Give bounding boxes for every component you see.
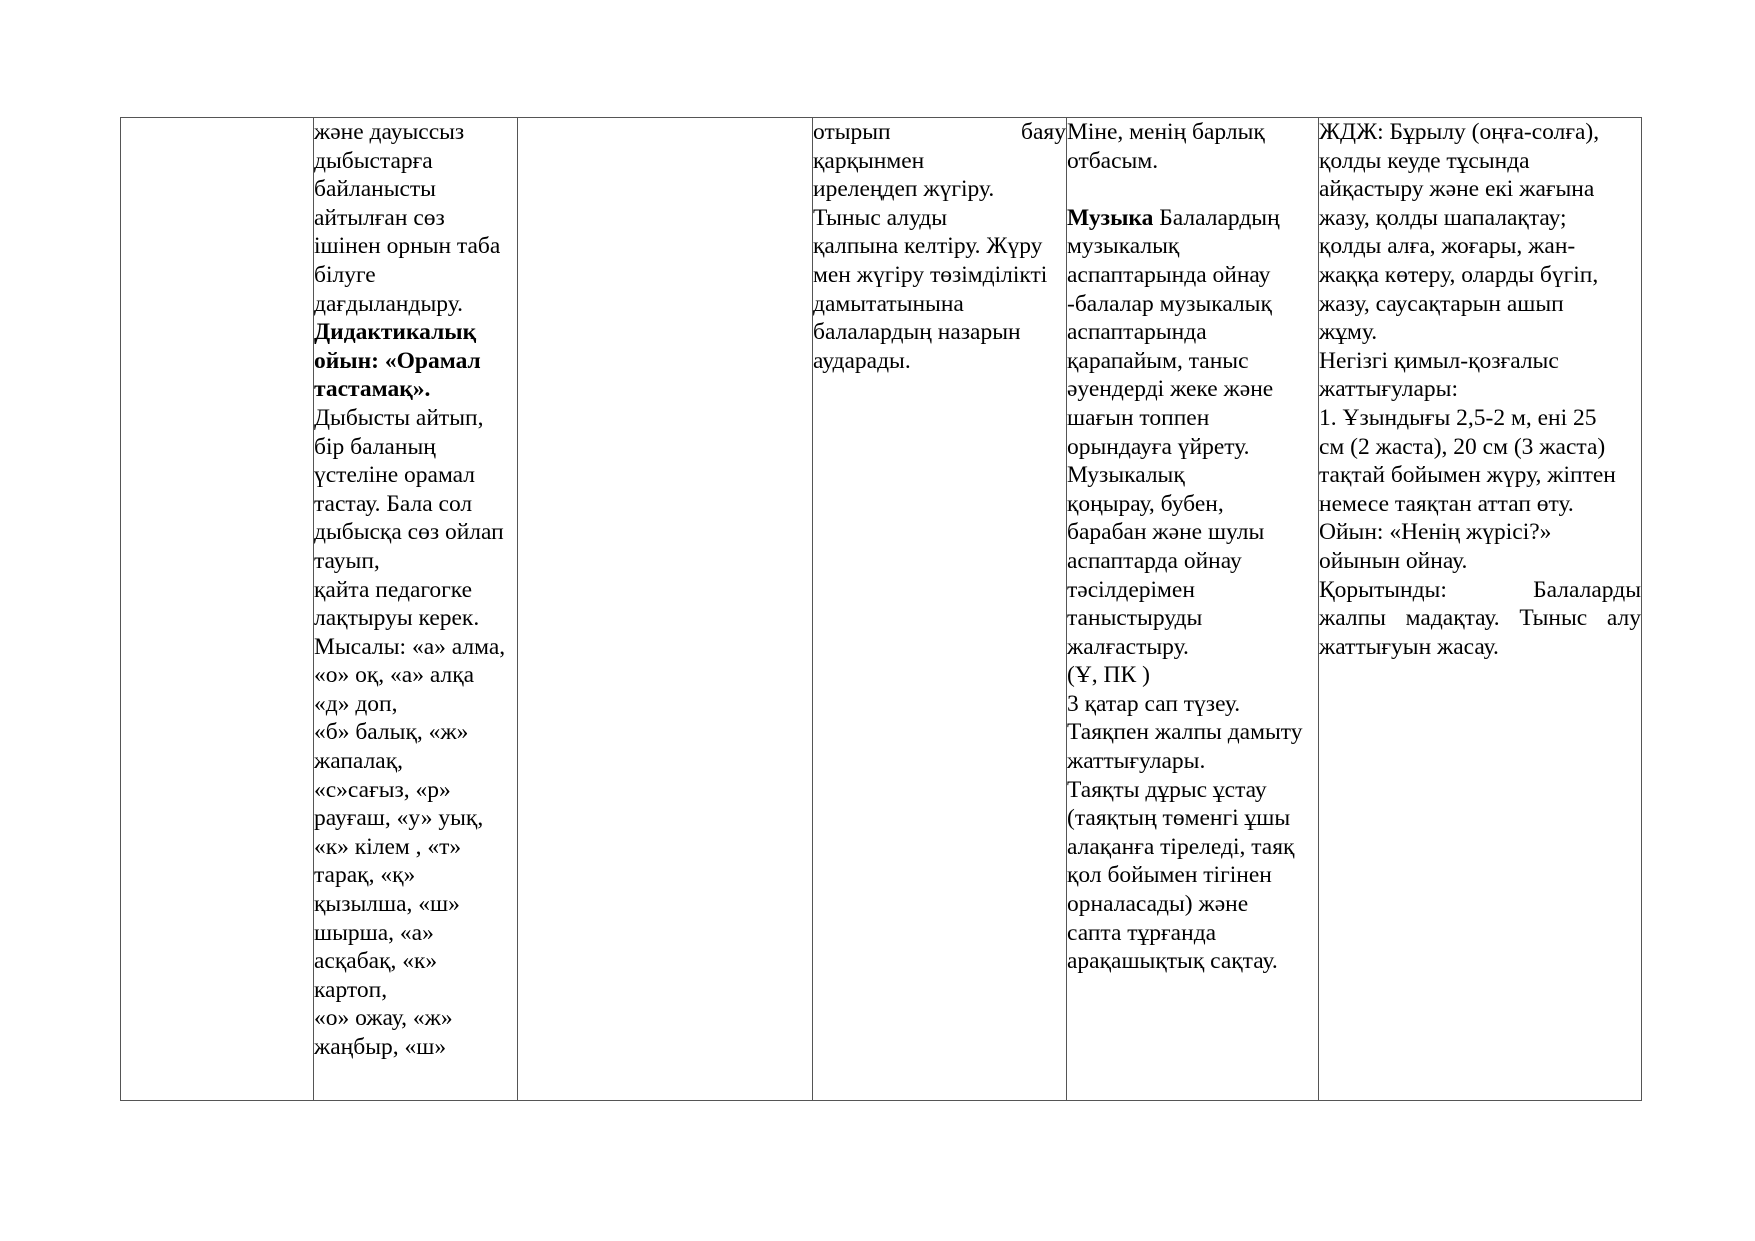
table-cell-col1	[121, 118, 314, 1101]
cell-line: сапта тұрғанда	[1067, 919, 1217, 946]
cell-line: дыбыстарға	[314, 147, 433, 174]
cell-line: жаттығулары.	[1067, 748, 1206, 775]
cell-line: ойынын ойнау.	[1319, 547, 1468, 574]
cell-line: тәсілдерімен	[1067, 576, 1195, 603]
cell-line: аспаптарда ойнау	[1067, 547, 1242, 574]
cell-line: картоп,	[314, 976, 388, 1003]
cell-line: «б» балық, «ж»	[314, 719, 469, 746]
cell-line: асқабақ, «к»	[314, 948, 438, 975]
cell-text: Балалардың	[1153, 204, 1280, 231]
cell-line: таныстыруды	[1067, 605, 1203, 632]
cell-line: Дидактикалық	[314, 319, 477, 346]
cell-line: жалпы мадақтау. Тыныс алу	[1319, 605, 1641, 632]
table-cell-col5	[1067, 118, 1319, 1101]
cell-line	[1067, 204, 1318, 233]
table-cell-col2	[314, 118, 518, 1101]
cell-line: жазу, қолды шапалақтау;	[1319, 204, 1567, 231]
cell-line: мен жүгіру төзімділікті	[813, 261, 1048, 288]
cell-line: алақанға тіреледі, таяқ	[1067, 833, 1295, 860]
cell-line: лақтыруы керек.	[314, 605, 480, 632]
cell-line: Ойын: «Ненің жүрісі?»	[1319, 519, 1552, 546]
cell-line: қарқынмен	[813, 147, 925, 174]
cell-line: және дауыссыз	[314, 119, 465, 145]
blank-line	[1067, 175, 1318, 204]
cell-line: арақашықтық сақтау.	[1067, 948, 1278, 975]
cell-line: білуге	[314, 261, 376, 288]
cell-line: 3 қатар сап түзеу.	[1067, 690, 1241, 717]
cell-line: ойын: «Орамал	[314, 347, 481, 374]
cell-line: ирелеңдеп жүгіру.	[813, 176, 995, 203]
cell-line: дағдыландыру.	[314, 290, 463, 317]
cell-line: байланысты	[314, 176, 436, 203]
cell-line: қол бойымен тігінен	[1067, 862, 1272, 889]
cell-line: үстеліне орамал	[314, 462, 476, 489]
cell-line: тастамақ».	[314, 376, 431, 403]
table-cell-col3	[518, 118, 813, 1101]
cell-line: Таяқты дұрыс ұстау	[1067, 776, 1267, 803]
cell-line: музыкалық	[1067, 233, 1180, 260]
cell-line: орналасады) және	[1067, 891, 1249, 918]
cell-line: (Ұ, ПК )	[1067, 662, 1150, 689]
cell-line: тастау. Бала сол	[314, 490, 473, 517]
cell-line: «к» кілем , «т»	[314, 833, 462, 860]
cell-line: қайта педагогке	[314, 576, 473, 603]
cell-line: қоңырау, бубен,	[1067, 490, 1224, 517]
cell-line: шырша, «а»	[314, 919, 434, 946]
cell-line: айтылған сөз	[314, 204, 445, 231]
cell-line: аударады.	[813, 347, 911, 374]
cell-line: жазу, саусақтарын ашып	[1319, 290, 1564, 317]
cell-line: тақтай бойымен жүру, жіптен	[1319, 462, 1616, 489]
cell-line: «о» ожау, «ж»	[314, 1005, 453, 1032]
cell-line: айқастыру және екі жағына	[1319, 176, 1595, 203]
cell-line: дамытатынына	[813, 290, 964, 317]
cell-line: жаттығулары:	[1319, 376, 1458, 403]
cell-line: -балалар музыкалық	[1067, 290, 1272, 317]
cell-line: отбасым.	[1067, 147, 1159, 174]
cell-line: Музыкалық	[1067, 462, 1185, 489]
table-cell-col6	[1319, 118, 1642, 1101]
cell-line: Таяқпен жалпы дамыту	[1067, 719, 1303, 746]
cell-line: қолды кеуде тұсында	[1319, 147, 1530, 174]
cell-line: шағын топпен	[1067, 404, 1210, 431]
cell-line: Негізгі қимыл-қозғалыс	[1319, 347, 1559, 374]
cell-line: жаңбыр, «ш»	[314, 1034, 447, 1060]
cell-line: Қорытынды: Балаларды	[1319, 576, 1641, 603]
cell-line: балалардың назарын	[813, 319, 1021, 346]
cell-line: қарапайым, таныс	[1067, 347, 1249, 374]
cell-line: жаттығуын жасау.	[1319, 633, 1499, 660]
cell-line: немесе таяқтан аттап өту.	[1319, 490, 1574, 517]
cell-line: Тыныс алуды	[813, 204, 948, 231]
cell-line: аспаптарында	[1067, 319, 1207, 346]
cell-line: тауып,	[314, 547, 380, 574]
section-heading: Музыка	[1067, 204, 1154, 231]
cell-line: «о» оқ, «а» алқа	[314, 662, 475, 689]
cell-line: бір баланың	[314, 433, 436, 460]
cell-line: барабан және шулы	[1067, 519, 1265, 546]
cell-line: аспаптарында ойнау	[1067, 261, 1271, 288]
cell-line	[813, 118, 1066, 147]
cell-line: Міне, менің барлық	[1067, 119, 1265, 145]
cell-line: орындауға үйрету.	[1067, 433, 1250, 460]
cell-line: 1. Ұзындығы 2,5-2 м, ені 25	[1319, 404, 1597, 431]
cell-line: тарақ, «қ»	[314, 862, 416, 889]
cell-line: жалғастыру.	[1067, 633, 1189, 660]
cell-line: қалпына келтіру. Жүру	[813, 233, 1043, 260]
cell-line: әуендерді жеке және	[1067, 376, 1274, 403]
cell-line: рауғаш, «у» уық,	[314, 805, 484, 832]
cell-line: (таяқтың төменгі ұшы	[1067, 805, 1291, 832]
cell-line: ішінен орнын таба	[314, 233, 501, 260]
cell-text: отырып	[813, 119, 891, 145]
cell-line: жұму.	[1319, 319, 1378, 346]
cell-line: «с»сағыз, «р»	[314, 776, 451, 803]
cell-line: Дыбысты айтып,	[314, 404, 484, 431]
cell-line: қызылша, «ш»	[314, 891, 460, 918]
cell-line: жаққа көтеру, оларды бүгіп,	[1319, 261, 1599, 288]
cell-line: ЖДЖ: Бұрылу (оңға-солға),	[1319, 119, 1600, 145]
document-table	[120, 117, 1642, 1101]
cell-line: см (2 жаста), 20 см (3 жаста)	[1319, 433, 1606, 460]
cell-line: «д» доп,	[314, 690, 398, 717]
cell-line: жапалақ,	[314, 748, 404, 775]
cell-line: қолды алға, жоғары, жан-	[1319, 233, 1576, 260]
cell-text: баяу	[1021, 119, 1066, 145]
table-cell-col4	[813, 118, 1067, 1101]
table-row	[121, 118, 1642, 1101]
cell-line: Мысалы: «а» алма,	[314, 633, 506, 660]
cell-line: дыбысқа сөз ойлап	[314, 519, 504, 546]
